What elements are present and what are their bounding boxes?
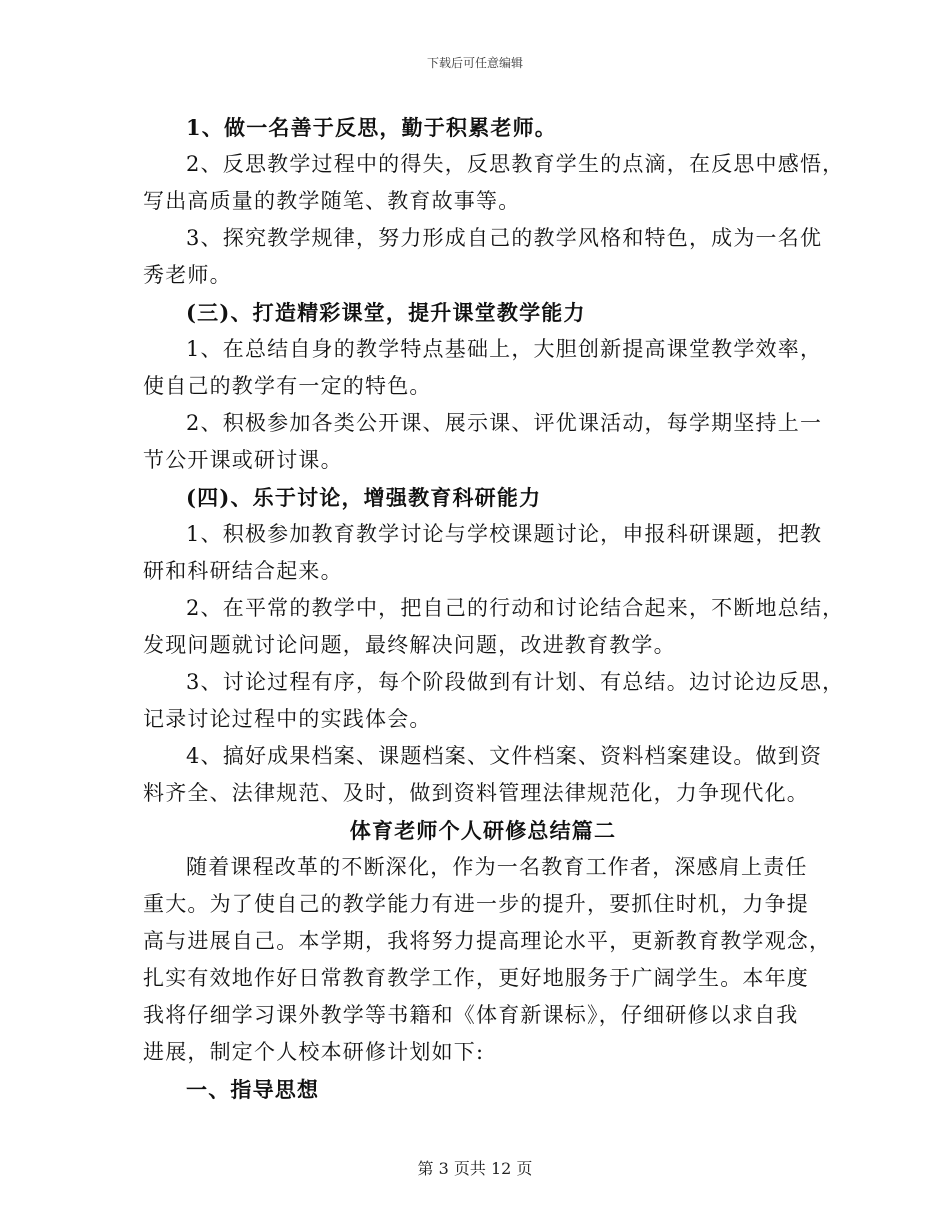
text-line: 进展，制定个人校本研修计划如下: <box>143 1040 485 1064</box>
document-body <box>143 109 845 1108</box>
text-line: 写出高质量的教学随笔、教育故事等。 <box>143 189 521 213</box>
text-line: 1、积极参加教育教学讨论与学校课题讨论，申报科研课题，把教 <box>186 522 823 546</box>
section-heading: (三)、打造精彩课堂，提升课堂教学能力 <box>186 300 586 325</box>
text-line: 2、反思教学过程中的得失，反思教育学生的点滴，在反思中感悟， <box>186 152 845 176</box>
section-heading: 一、指导思想 <box>186 1077 320 1102</box>
text-line: 重大。为了使自己的教学能力有进一步的提升，要抓住时机，力争提 <box>143 892 809 916</box>
text-line: 使自己的教学有一定的特色。 <box>143 374 432 398</box>
text-line: 2、积极参加各类公开课、展示课、评优课活动，每学期坚持上一 <box>186 411 823 435</box>
text-line: 研和科研结合起来。 <box>143 559 343 583</box>
section-heading: (四)、乐于讨论，增强教育科研能力 <box>186 485 542 510</box>
text-line: 3、探究教学规律，努力形成自己的教学风格和特色，成为一名优 <box>186 226 823 250</box>
text-line: 发现问题就讨论问题，最终解决问题，改进教育教学。 <box>143 633 676 657</box>
section-heading: 1、做一名善于反思，勤于积累老师。 <box>186 115 558 140</box>
text-line: 3、讨论过程有序，每个阶段做到有计划、有总结。边讨论边反思， <box>186 670 845 694</box>
text-line: 节公开课或研讨课。 <box>143 448 343 472</box>
text-line: 记录讨论过程中的实践体会。 <box>143 707 432 731</box>
text-line: 4、搞好成果档案、课题档案、文件档案、资料档案建设。做到资 <box>186 744 823 768</box>
text-line: 料齐全、法律规范、及时，做到资料管理法律规范化，力争现代化。 <box>143 781 809 805</box>
text-line: 1、在总结自身的教学特点基础上，大胆创新提高课堂教学效率， <box>186 337 823 361</box>
page-number: 第 3 页共 12 页 <box>417 1159 533 1178</box>
section-title: 体育老师个人研修总结篇二 <box>349 818 617 843</box>
text-line: 我将仔细学习课外教学等书籍和《体育新课标》，仔细研修以求自我 <box>143 1003 799 1027</box>
text-line: 扎实有效地作好日常教育教学工作，更好地服务于广阔学生。本年度 <box>143 966 809 990</box>
text-line: 随着课程改革的不断深化，作为一名教育工作者，深感肩上责任 <box>186 855 808 879</box>
text-line: 2、在平常的教学中，把自己的行动和讨论结合起来，不断地总结， <box>186 596 845 620</box>
text-line: 高与进展自己。本学期，我将努力提高理论水平，更新教育教学观念， <box>143 929 832 953</box>
text-line: 秀老师。 <box>143 263 232 287</box>
page-header-note: 下载后可任意编辑 <box>426 56 523 70</box>
